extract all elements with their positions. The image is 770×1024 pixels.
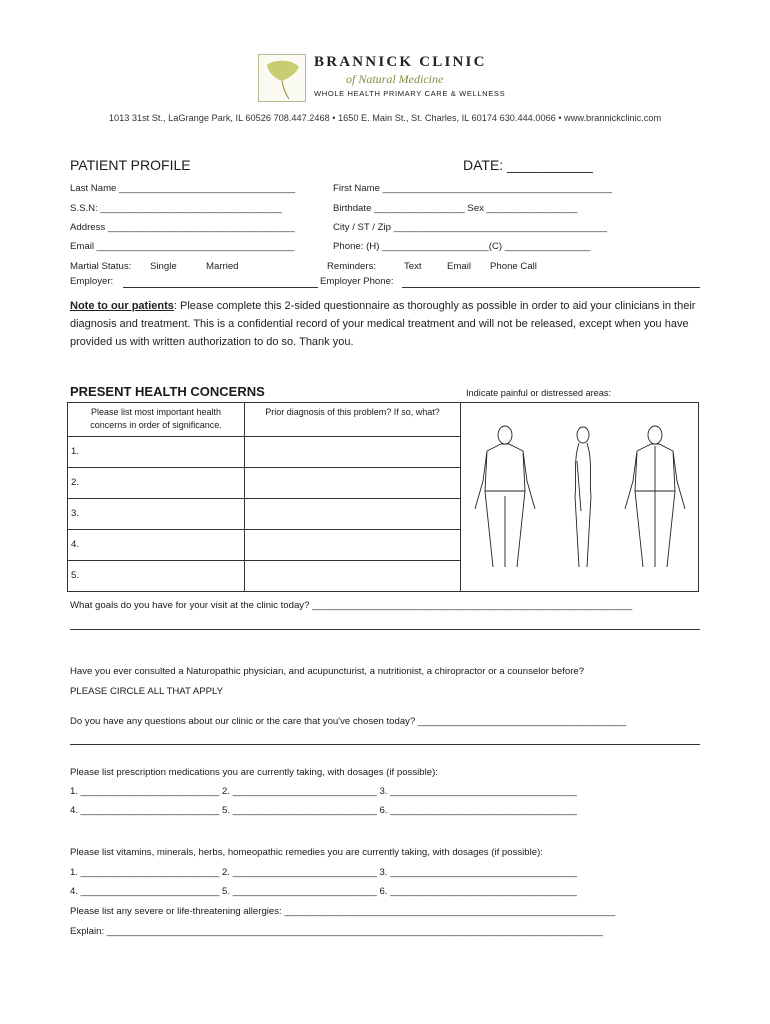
concern-row-4[interactable]: 4. (68, 530, 245, 561)
circle-all-instruction: PLEASE CIRCLE ALL THAT APPLY (70, 686, 224, 697)
employer-phone-label: Employer Phone: (320, 276, 394, 287)
reminder-text-option[interactable]: Text (404, 261, 422, 272)
ssn-field[interactable]: S.S.N: __________________________________ (70, 203, 282, 214)
marital-status-label: Martial Status: (70, 261, 132, 272)
first-name-field[interactable]: First Name ___________________________________________ (333, 183, 613, 194)
clinic-name: BRANNICK CLINIC (314, 54, 487, 70)
city-state-zip-field[interactable]: City / ST / Zip ________________________________________ (333, 222, 608, 233)
goals-answer-line[interactable] (70, 629, 700, 630)
concern-row-2[interactable]: 2. (68, 468, 245, 499)
body-diagram-area[interactable] (461, 403, 699, 592)
diagnosis-row-4[interactable] (245, 530, 461, 561)
prescriptions-label: Please list prescription medications you are currently taking, with dosages (if possible): (70, 767, 438, 778)
explain-field[interactable]: Explain: _____________________________________________________________________________________________ (70, 926, 604, 937)
vitamins-line-1[interactable]: 1. __________________________ 2. ___________________________ 3. ___________________________________ (70, 867, 577, 878)
allergies-field[interactable]: Please list any severe or life-threatening allergies: ______________________________________________________________ (70, 906, 616, 917)
vitamins-label: Please list vitamins, minerals, herbs, homeopathic remedies you are currently taking, with dosages (if possible): (70, 847, 543, 858)
birthdate-sex-field[interactable]: Birthdate _________________ Sex _________________ (333, 203, 578, 214)
last-name-field[interactable]: Last Name _________________________________ (70, 183, 296, 194)
diagnosis-row-5[interactable] (245, 561, 461, 592)
note-lead: Note to our patients (70, 300, 174, 312)
painful-areas-label: Indicate painful or distressed areas: (466, 388, 612, 398)
concern-row-1[interactable]: 1. (68, 437, 245, 468)
present-health-concerns-heading: PRESENT HEALTH CONCERNS (70, 384, 265, 399)
consulted-question: Have you ever consulted a Naturopathic physician, and acupuncturist, a nutritionist, a chiropractor or a counselor before? (70, 666, 585, 677)
diagnosis-row-1[interactable] (245, 437, 461, 468)
prior-diagnosis-col-header: Prior diagnosis of this problem? If so, what? (245, 403, 461, 437)
clinic-questions-answer-line[interactable] (70, 744, 700, 745)
date-field[interactable]: DATE: ___________ (463, 157, 593, 173)
phone-field[interactable]: Phone: (H) ____________________(C) ________________ (333, 241, 591, 252)
employer-label: Employer: (70, 276, 114, 287)
reminders-label: Reminders: (327, 261, 377, 272)
prescriptions-line-1[interactable]: 1. __________________________ 2. ___________________________ 3. ___________________________________ (70, 786, 577, 797)
concern-row-5[interactable]: 5. (68, 561, 245, 592)
diagnosis-row-2[interactable] (245, 468, 461, 499)
address-field[interactable]: Address ___________________________________ (70, 222, 295, 233)
note-body: : Please complete this 2-sided questionnaire as thoroughly as possible in order to aid your clinicians in their diagnosis and treatment. This is a confidential record of your medical treatment and will not be released, except when you have provided us with written authorization to do so. Thank you. (70, 300, 696, 348)
marital-single-option[interactable]: Single (150, 261, 177, 272)
note-to-patients (70, 297, 700, 351)
goals-question[interactable]: What goals do you have for your visit at the clinic today? ____________________________________________________________ (70, 600, 633, 611)
employer-phone-input-line[interactable] (402, 287, 700, 288)
health-concerns-table (67, 402, 699, 592)
clinic-subtitle: of Natural Medicine (346, 72, 444, 86)
clinic-tagline: WHOLE HEALTH PRIMARY CARE & WELLNESS (314, 89, 506, 98)
prescriptions-line-2[interactable]: 4. __________________________ 5. ___________________________ 6. ___________________________________ (70, 805, 577, 816)
reminder-phone-call-option[interactable]: Phone Call (490, 261, 537, 272)
clinic-address: 1013 31st St., LaGrange Park, IL 60526 708.447.2468 • 1650 E. Main St., St. Charles, IL 60174 630.444.0066 • www.brannickclinic.com (108, 113, 662, 123)
diagnosis-row-3[interactable] (245, 499, 461, 530)
employer-input-line[interactable] (123, 287, 318, 288)
concern-row-3[interactable]: 3. (68, 499, 245, 530)
concerns-col-header: Please list most important health concerns in order of significance. (68, 403, 245, 437)
marital-married-option[interactable]: Married (206, 261, 239, 272)
clinic-questions-question[interactable]: Do you have any questions about our clinic or the care that you've chosen today? _______________________________________ (70, 716, 627, 727)
body-diagram-icon (465, 421, 695, 571)
clinic-logo (258, 54, 306, 102)
reminder-email-option[interactable]: Email (447, 261, 471, 272)
ginkgo-leaf-icon (259, 55, 305, 101)
email-field[interactable]: Email _____________________________________ (70, 241, 295, 252)
patient-profile-heading: PATIENT PROFILE (70, 157, 191, 173)
vitamins-line-2[interactable]: 4. __________________________ 5. ___________________________ 6. ___________________________________ (70, 886, 577, 897)
